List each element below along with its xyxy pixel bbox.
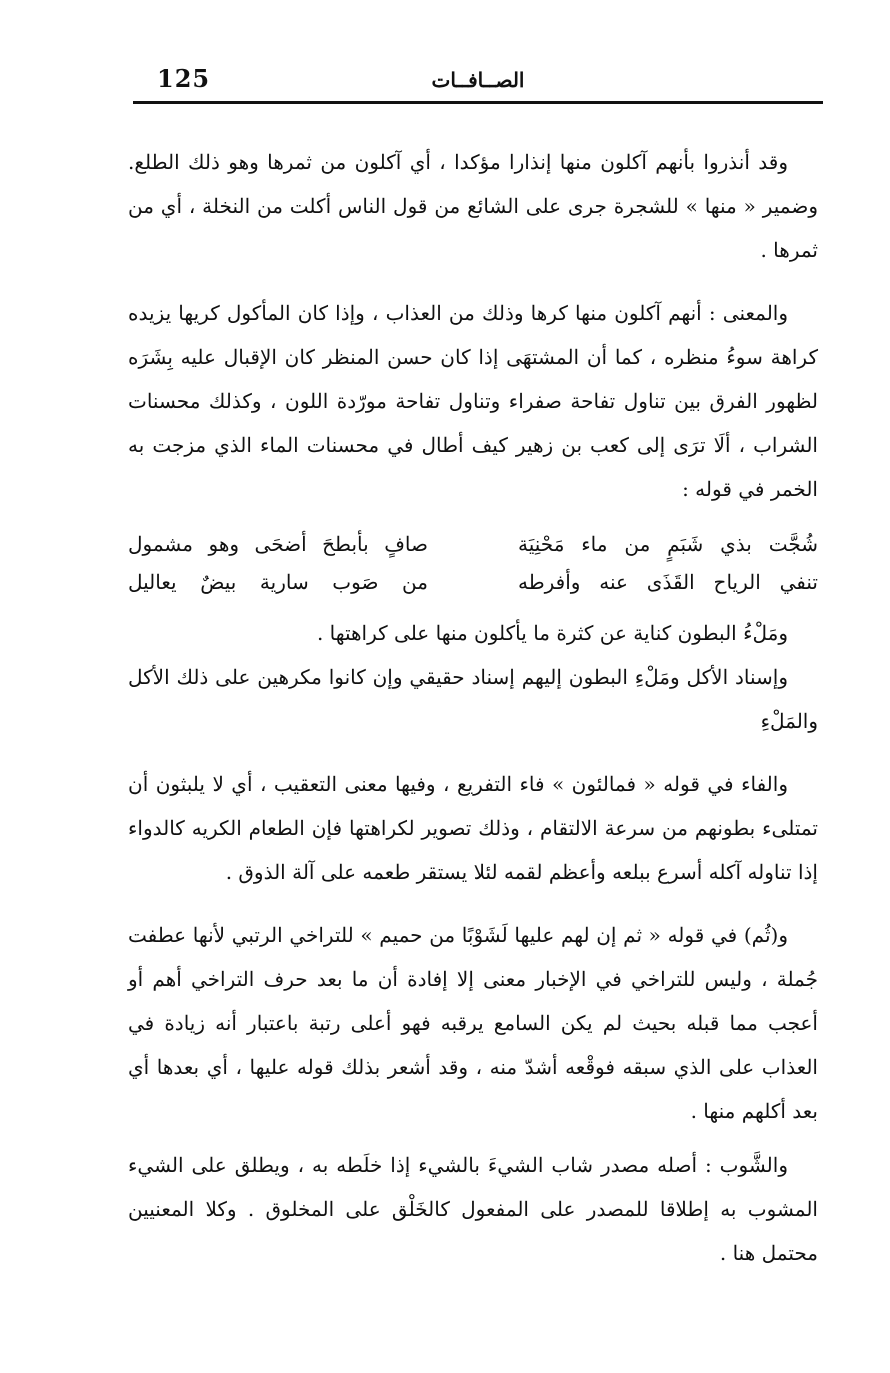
paragraph-2: والمعنى : أنهم آكلون منها كرها وذلك من العذاب ، وإذا كان المأكول كريها يزيده كراهة سوءُ منظره ، كما أن المشتهَى إذا كان حسن المنظر كان الإقبال عليه بِشَرَه لظهور الفرق بين تناول تفاحة صفراء وتناول تفاحة مورّدة اللون ، وكذلك محسنات الشراب ، ألَا ترَى إلى كعب بن زهير كيف أطال في محسنات الماء الذي مزجت به الخمر في قوله : xyxy=(128,301,818,501)
paragraph-1: وقد أنذروا بأنهم آكلون منها إنذارا مؤكدا ، أي آكلون من ثمرها وهو ذلك الطلع. وضمير « منها » للشجرة جرى على الشائع من قول الناس أكلت من النخلة ، أي من ثمرها . xyxy=(128,150,818,262)
page-number: 125 xyxy=(157,64,211,93)
poem-verse-1 xyxy=(128,525,818,563)
paragraph-7: والشَّوب : أصله مصدر شاب الشيءَ بالشيء إذا خلَطه به ، ويطلق على الشيء المشوب به إطلاقا للمصدر على المفعول كالخَلْق على المخلوق . وكلا المعنيين محتمل هنا . xyxy=(128,1153,818,1265)
hemistich-1a: شُجَّت بذي شَبَمٍ من ماء مَحْنِيَة xyxy=(518,532,818,556)
poem xyxy=(128,525,818,601)
hemistich-2b: من صَوب سارية بيضٌ يعاليل xyxy=(128,570,428,594)
paragraph-4: وإسناد الأكل ومَلْءِ البطون إليهم إسناد حقيقي وإن كانوا مكرهين على ذلك الأكل والمَلْءِ xyxy=(128,665,818,733)
running-title: الصــافــات xyxy=(431,68,525,92)
paragraph-5: والفاء في قوله « فمالئون » فاء التفريع ، وفيها معنى التعقيب ، أي لا يلبثون أن تمتلىء بطونهم من سرعة الالتقام ، وذلك تصوير لكراهتها فإن الطعام الكريه كالدواء إذا تناوله آكله أسرع ببلعه وأعظم لقمه لئلا يستقر طعمه على آلة الذوق . xyxy=(128,772,818,884)
paragraph-3: ومَلْءُ البطون كناية عن كثرة ما يأكلون منها على كراهتها . xyxy=(316,621,788,645)
hemistich-2a: تنفي الرياح القَذَى عنه وأفرطه xyxy=(518,570,818,594)
body-text xyxy=(128,140,818,1275)
page-header xyxy=(133,60,823,100)
hemistich-1b: صافٍ بأبطحَ أضحَى وهو مشمول xyxy=(128,532,428,556)
poem-verse-2 xyxy=(128,563,818,601)
paragraph-6: و(ثُم) في قوله « ثم إن لهم عليها لَشَوْبًا من حميم » للتراخي الرتبي لأنها عطفت جُملة ، وليس للتراخي في الإخبار معنى إلا إفادة أن ما بعد حرف التراخي أهم أو أعجب مما قبله بحيث لم يكن السامع يرقبه فهو أعلى رتبة باعتبار أنه زيادة في العذاب على الذي سبقه فوقْعه أشدّ منه ، وقد أشعر بذلك قوله عليها ، أي بعدها أي بعد أكلهم منها . xyxy=(128,923,818,1123)
header-rule xyxy=(133,101,823,104)
